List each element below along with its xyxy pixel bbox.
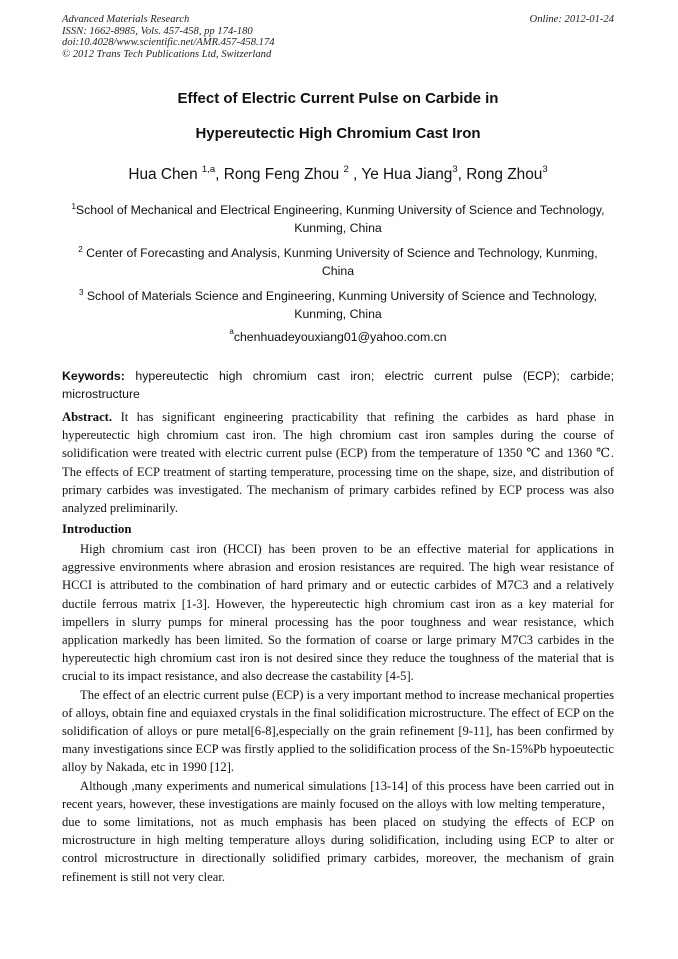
keywords-text: hypereutectic high chromium cast iron; electric current pulse (ECP); carbide; microstructure <box>62 369 614 401</box>
author-3: Ye Hua Jiang$^3$, <box>361 164 467 183</box>
introduction-body <box>62 540 614 886</box>
abstract-section <box>62 408 614 517</box>
introduction-heading: Introduction <box>62 522 132 536</box>
journal-name: Advanced Materials Research <box>62 14 190 25</box>
keywords-section <box>62 367 614 403</box>
affiliation-2: $^2$ Center of Forecasting and Analysis, Kunming University of Science and Technology, Kunming, China <box>78 245 598 278</box>
author-list <box>62 166 614 184</box>
intro-paragraph-1: High chromium cast iron (HCCI) has been proven to be an effective material for applications in aggressive environments where abrasion and erosion resistances are required. The high wear resistance of HCCI is attributed to the combination of hard primary and or eutectic carbides of M7C3 and a relatively ductile ferrous matrix [1-3]. However, the hypereutectic high chromium cast iron as a key material for impellers in slurry pumps for mineral processing has the poor toughness and wear resistance, which application markedly has been limited. So the formation of coarse or large primary M7C3 carbides in the hypereutectic high chromium cast iron is not desired since they reduce the toughness of the material that is crucial to its impact resistance, and also decrease the castability [4-5]. <box>62 542 614 684</box>
copyright-line: © 2012 Trans Tech Publications Ltd, Switzerland <box>62 48 272 60</box>
paper-title-line-1: Effect of Electric Current Pulse on Carbide in <box>177 90 499 107</box>
abstract-text: It has significant engineering practicability that refining the carbides as hard phase in hypereutectic high chromium cast iron. The high chromium cast iron samples during the course of solidification were treated with electric current pulse (ECP) from the temperature of 1350 ℃ and 1360 ℃. The effects of ECP treatment of starting temperature, processing time on the shape, size, and distribution of primary carbides was investigated. The mechanism of primary carbides refined by ECP process was also analyzed preliminarily. <box>62 410 614 516</box>
issn-line: ISSN: 1662-8985, Vols. 457-458, pp 174-180 <box>62 25 253 37</box>
affiliation-1: $^1$School of Mechanical and Electrical Engineering, Kunming University of Science and Technology, Kunming, China <box>71 202 605 235</box>
affiliation-3: $^3$ School of Materials Science and Engineering, Kunming University of Science and Technology, Kunming, China <box>78 288 598 321</box>
contact-email: $^a$chenhuadeyouxiang01@yahoo.com.cn <box>229 327 447 344</box>
keywords-label: Keywords: <box>62 369 125 383</box>
author-1: Hua Chen $^{1,a}$, <box>128 164 224 183</box>
intro-paragraph-3: Although ,many experiments and numerical simulations [13-14] of this process have been carried out in recent years, however, these investigations are mainly focused on the alloys with low melting temperature，due to some limitations, not as much emphasis has been placed on studying the effects of ECP on microstructure in high melting temperature alloys during solidification, including using ECP to alter or control microstructure in directionally solidified primary carbides, moreover, the mechanism of grain refinement is still not very clear. <box>62 778 614 884</box>
intro-paragraph-2: The effect of an electric current pulse (ECP) is a very important method to increase mechanical properties of alloys, obtain fine and equiaxed crystals in the final solidification microstructure. The effect of ECP on the solidification of alloys or pure metal[6-8],especially on the grain refinement [9-11], has been confirmed by many investigations since ECP was firstly applied to the solidification process of the Sn-15%Pb hypoeutectic alloy by Nakada, etc in 1990 [12]. <box>62 687 614 775</box>
doi-line: doi:10.4028/www.scientific.net/AMR.457-458.174 <box>62 37 275 49</box>
online-date: Online: 2012-01-24 <box>529 14 614 25</box>
author-4: Rong Zhou$^3$ <box>466 164 548 183</box>
abstract-label: Abstract. <box>62 410 113 424</box>
journal-header <box>62 14 614 60</box>
paper-title-line-2: Hypereutectic High Chromium Cast Iron <box>195 125 481 142</box>
author-2: Rong Feng Zhou $^2$ , <box>223 164 362 183</box>
